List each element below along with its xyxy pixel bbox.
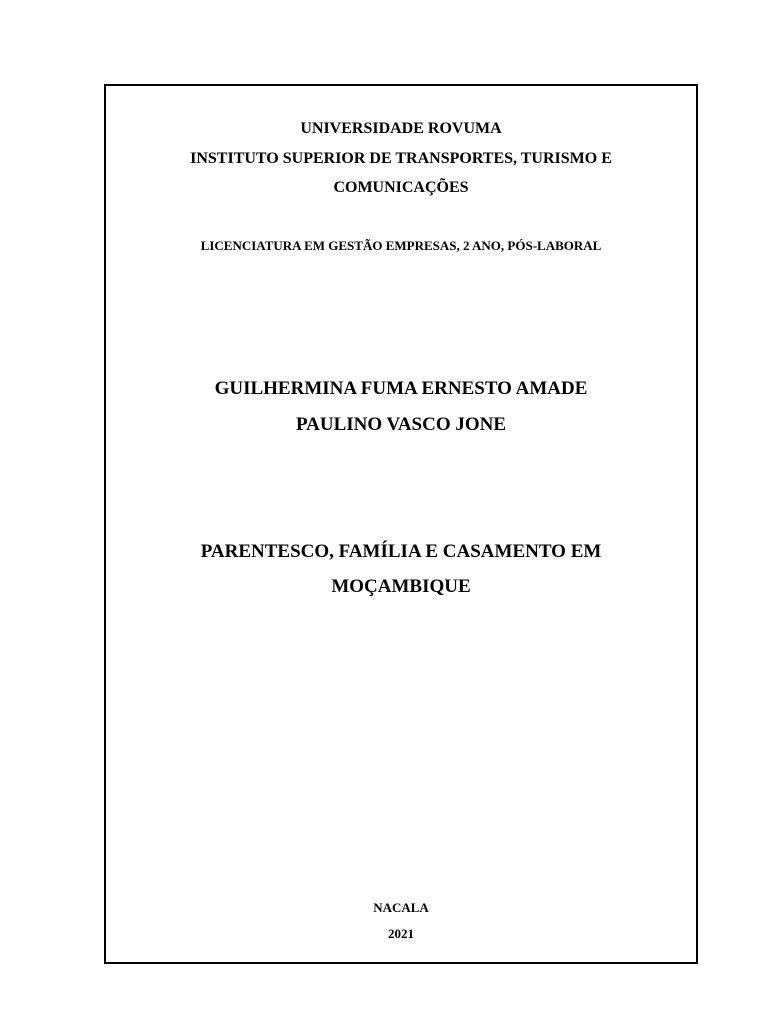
city: NACALA (373, 900, 429, 915)
author-name: GUILHERMINA FUMA ERNESTO AMADE (214, 378, 588, 399)
author-name: PAULINO VASCO JONE (295, 414, 507, 435)
university-name: UNIVERSIDADE ROVUMA (300, 120, 502, 137)
year: 2021 (388, 926, 414, 941)
institute-name-line-2: COMUNICAÇÕES (333, 179, 469, 196)
page-border (104, 84, 698, 964)
document-title-line-2: MOÇAMBIQUE (331, 576, 471, 597)
document-title-line-1: PARENTESCO, FAMÍLIA E CASAMENTO EM (200, 541, 602, 562)
institute-name-line-1: INSTITUTO SUPERIOR DE TRANSPORTES, TURISMO E (190, 150, 612, 167)
course-description: LICENCIATURA EM GESTÃO EMPRESAS, 2 ANO, PÓS-LABORAL (200, 238, 602, 253)
